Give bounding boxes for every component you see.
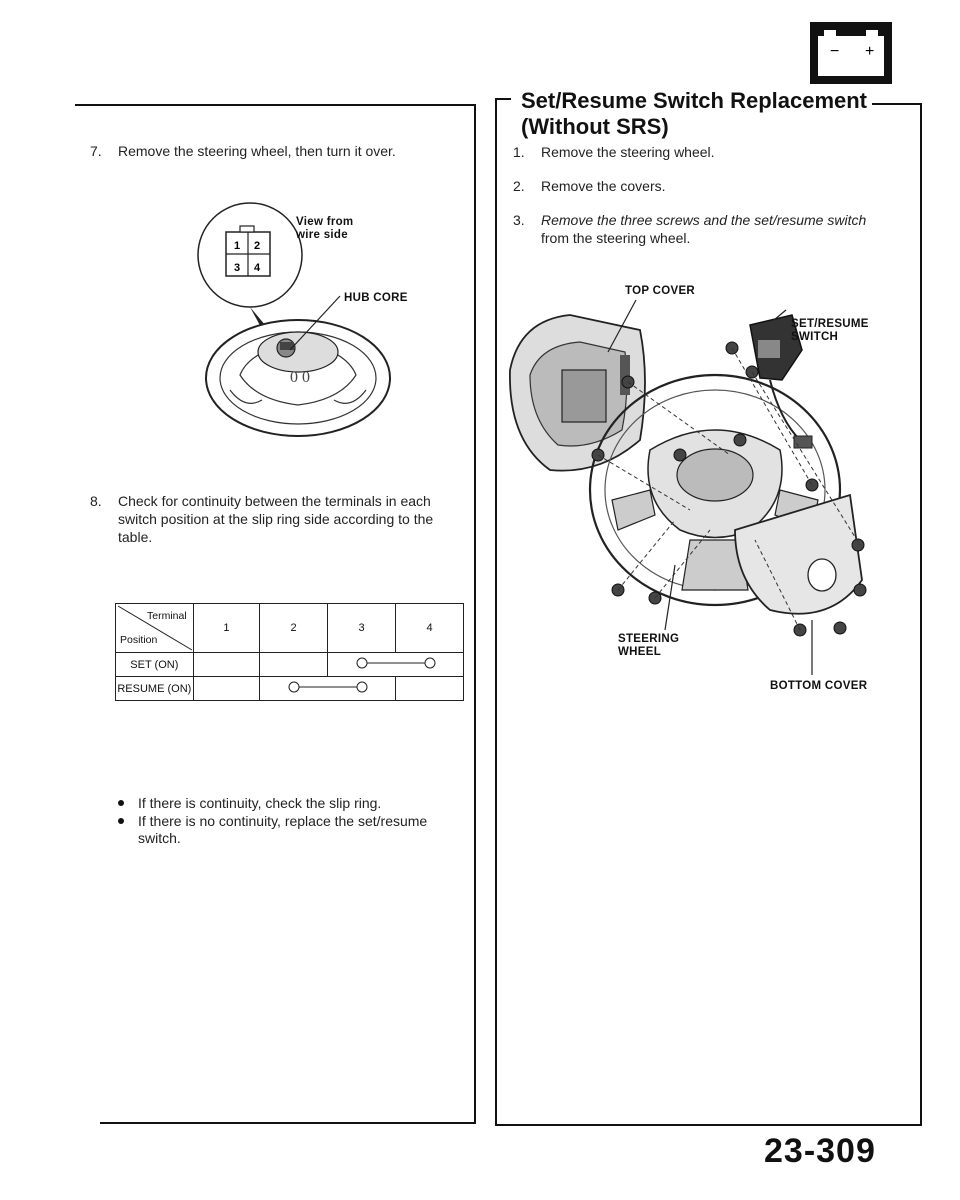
- bullet-item: [118, 813, 462, 849]
- bottom-cover-label: BOTTOM COVER: [770, 680, 868, 692]
- continuity-table: [115, 603, 464, 707]
- step-number: 3.: [513, 212, 525, 228]
- terminal-header: Terminal: [147, 610, 187, 622]
- page-number: 23-309: [764, 1132, 876, 1170]
- hub-core-label: HUB CORE: [344, 292, 408, 304]
- left-panel-bottom-rule: [100, 1122, 476, 1124]
- step-text: Remove the steering wheel, then turn it over.: [118, 143, 396, 159]
- terminal-2-label: 2: [254, 240, 261, 252]
- view-from-label-line1: View from: [296, 216, 354, 228]
- step-3: [513, 212, 908, 248]
- terminal-3-label: 3: [234, 262, 241, 274]
- step-8: [90, 493, 462, 547]
- plus-sign: +: [865, 43, 875, 60]
- set-resume-switch-label-line2: SWITCH: [791, 331, 839, 343]
- continuity-link-3-4: [328, 653, 464, 677]
- set-resume-switch-label-line1: SET/RESUME: [791, 318, 869, 330]
- column-header: 2: [260, 604, 328, 653]
- right-panel-bottom-rule: [495, 1124, 922, 1126]
- row-label: SET (ON): [116, 653, 194, 677]
- step-text-line2: switch position at the slip ring side according to the: [118, 511, 434, 527]
- step-text: Remove the steering wheel.: [541, 144, 715, 160]
- terminal-1-label: 1: [234, 240, 241, 252]
- svg-text:0 0: 0 0: [290, 369, 310, 386]
- table-row: [116, 677, 464, 701]
- left-panel-top-rule: [75, 104, 475, 106]
- steering-wheel-label-line1: STEERING: [618, 633, 680, 645]
- right-panel-right-rule: [920, 103, 922, 1126]
- column-header: 3: [328, 604, 396, 653]
- column-header: 1: [193, 604, 259, 653]
- step-text-line1: Check for continuity between the terminals in each: [118, 493, 431, 509]
- section-title-line2: (Without SRS): [521, 114, 669, 139]
- battery-icon: [810, 22, 892, 84]
- exploded-wheel-figure: [500, 290, 900, 680]
- bullet-dot: [118, 818, 124, 824]
- section-title-line1: Set/Resume Switch Replacement: [521, 88, 868, 113]
- view-from-label-line2: wire side: [296, 229, 348, 241]
- step-2: [513, 178, 908, 196]
- right-panel-top-tick-left: [495, 98, 511, 100]
- right-panel-top-tick-right: [872, 103, 922, 105]
- table-row: [116, 653, 464, 677]
- bullet-text: If there is no continuity, replace the set/resume switch.: [138, 813, 428, 846]
- bullet-dot: [118, 800, 124, 806]
- left-panel-right-rule: [474, 104, 476, 1124]
- column-header: 4: [396, 604, 464, 653]
- step-text: Remove the covers.: [541, 178, 666, 194]
- row-label: RESUME (ON): [116, 677, 194, 701]
- step-number: 1.: [513, 144, 525, 160]
- step-7: [90, 143, 460, 161]
- continuity-link-2-3: [260, 677, 396, 701]
- step-text-line2: from the steering wheel.: [541, 230, 691, 246]
- top-cover-label: TOP COVER: [625, 285, 696, 297]
- right-panel-left-rule: [495, 98, 497, 1126]
- step-number: 7.: [90, 143, 102, 159]
- minus-sign: −: [830, 43, 840, 60]
- step-number: 8.: [90, 493, 102, 509]
- step-number: 2.: [513, 178, 525, 194]
- bullet-text: If there is continuity, check the slip ring.: [138, 795, 382, 811]
- step-text-line3: table.: [118, 529, 153, 545]
- table-corner-cell: [116, 604, 194, 653]
- position-header: Position: [120, 634, 158, 646]
- bullet-item: [118, 795, 462, 813]
- step-text-line1: Remove the three screws and the set/resume switch: [541, 212, 867, 228]
- steering-wheel-label-line2: WHEEL: [618, 646, 662, 658]
- terminal-4-label: 4: [254, 262, 261, 274]
- step-1: [513, 144, 908, 162]
